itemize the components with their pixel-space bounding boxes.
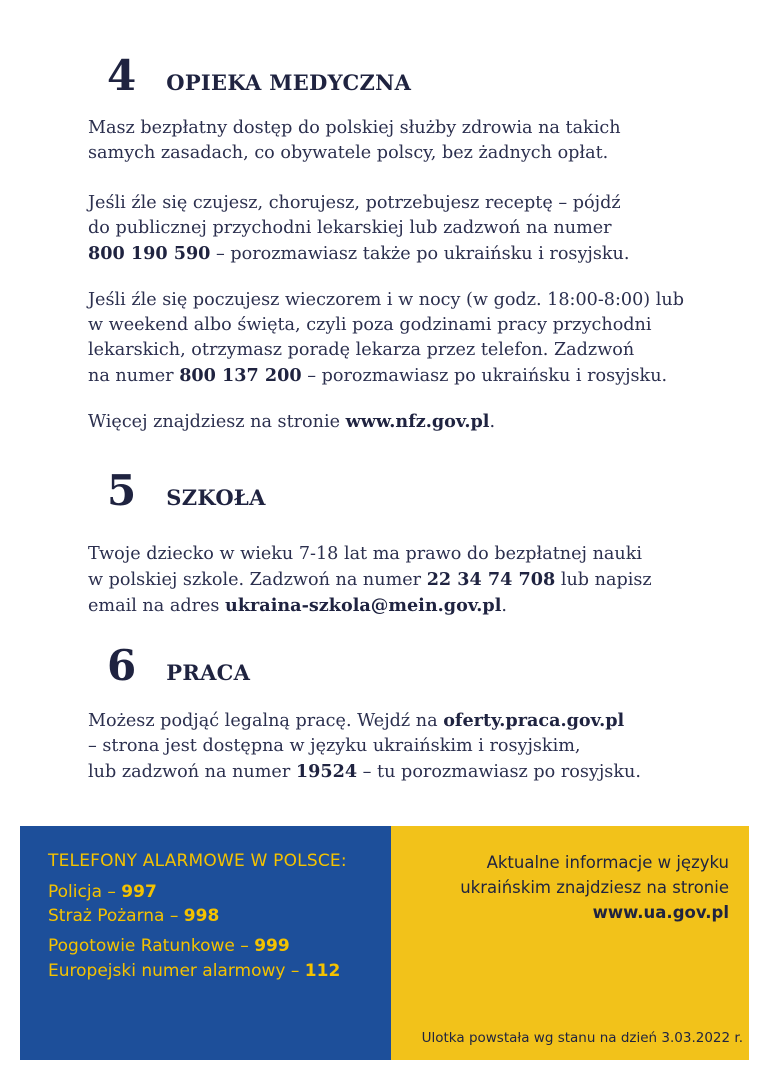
section-title: PRACA: [166, 660, 251, 685]
text-segment: lub napisz: [555, 570, 652, 590]
highlighted-text: www.nfz.gov.pl: [345, 411, 490, 432]
text-segment: Jeśli źle się poczujesz wieczorem i w nocy (w godz. 18:00-8:00) lub: [88, 290, 684, 310]
highlighted-text: 800 190 590: [88, 243, 211, 264]
highlighted-text: 19524: [295, 761, 358, 782]
section-heading: [107, 51, 412, 100]
info-panel: [391, 826, 749, 1060]
section-heading: [107, 641, 251, 690]
emergency-number: 997: [121, 882, 157, 902]
highlighted-text: 22 34 74 708: [426, 569, 556, 590]
info-line: Aktualne informacje w języku: [486, 853, 729, 872]
emergency-item-european: [48, 961, 340, 981]
section-number: 5: [107, 466, 137, 515]
text-segment: – strona jest dostępna w języku ukraińskim i rosyjskim,: [88, 736, 581, 756]
paragraph-line: [88, 409, 728, 435]
text-segment: w weekend albo święta, czyli poza godzinami pracy przychodni: [88, 315, 652, 335]
info-text: [460, 850, 729, 925]
text-segment: do publicznej przychodni lekarskiej lub zadzwoń na numer: [88, 218, 612, 238]
text-segment: Więcej znajdziesz na stronie: [88, 412, 346, 432]
text-segment: – porozmawiasz po ukraińsku i rosyjsku.: [301, 366, 668, 386]
section-number: 4: [107, 51, 137, 100]
emergency-item-police: [48, 882, 157, 902]
emergency-number: 112: [304, 961, 341, 981]
text-segment: email na adres: [88, 596, 226, 616]
paragraph-line: [88, 338, 728, 363]
paragraph-line: [88, 542, 728, 567]
text-segment: lub zadzwoń na numer: [88, 762, 296, 782]
text-segment: – porozmawiasz także po ukraińsku i rosyjsku.: [210, 244, 630, 264]
text-segment: – tu porozmawiasz po rosyjsku.: [357, 762, 641, 782]
section-title: SZKOŁA: [166, 485, 266, 510]
highlighted-text: oferty.praca.gov.pl: [443, 710, 625, 731]
paragraph: [88, 288, 728, 389]
paragraph-line: [88, 734, 728, 759]
text-segment: Możesz podjąć legalną pracę. Wejdź na: [88, 711, 444, 731]
emergency-number: 998: [183, 906, 220, 926]
text-segment: .: [489, 412, 496, 432]
section-heading: [107, 466, 266, 515]
paragraph-line: [88, 241, 728, 267]
emergency-item-fire: [48, 906, 219, 926]
section-title: OPIEKA MEDYCZNA: [166, 70, 412, 95]
emergency-label: Pogotowie Ratunkowe –: [48, 936, 255, 956]
text-segment: na numer: [88, 366, 180, 386]
paragraph: [88, 191, 728, 267]
paragraph: [88, 542, 728, 619]
text-segment: w polskiej szkole. Zadzwoń na numer: [88, 570, 427, 590]
paragraph-line: [88, 567, 728, 593]
highlighted-text: 800 137 200: [179, 365, 302, 386]
paragraph-line: [88, 759, 728, 785]
text-segment: samych zasadach, co obywatele polscy, bez żadnych opłat.: [88, 143, 609, 163]
paragraph-line: [88, 141, 728, 166]
text-segment: .: [501, 596, 507, 616]
paragraph-line: [88, 191, 728, 216]
paragraph: [88, 116, 728, 166]
footer-banner: [20, 826, 749, 1060]
paragraph-line: [88, 593, 728, 619]
text-segment: Jeśli źle się czujesz, chorujesz, potrzebujesz receptę – pójdź: [88, 193, 621, 213]
leaflet-date-note: Ulotka powstała wg stanu na dzień 3.03.2022 r.: [421, 1030, 743, 1046]
text-segment: Masz bezpłatny dostęp do polskiej służby zdrowia na takich: [88, 118, 621, 138]
emergency-number: 999: [254, 936, 290, 956]
info-url[interactable]: www.ua.gov.pl: [592, 903, 729, 922]
paragraph-line: [88, 313, 728, 338]
section-number: 6: [107, 641, 137, 690]
emergency-label: Europejski numer alarmowy –: [48, 961, 305, 981]
emergency-label: Policja –: [48, 882, 122, 902]
emergency-item-ambulance: [48, 936, 290, 956]
paragraph: [88, 409, 728, 435]
emergency-numbers-panel: [20, 826, 391, 1060]
paragraph-line: [88, 363, 728, 389]
paragraph-line: [88, 708, 728, 734]
text-segment: lekarskich, otrzymasz poradę lekarza przez telefon. Zadzwoń: [88, 340, 635, 360]
paragraph: [88, 708, 728, 785]
emergency-label: Straż Pożarna –: [48, 906, 184, 926]
paragraph-line: [88, 116, 728, 141]
paragraph-line: [88, 216, 728, 241]
paragraph-line: [88, 288, 728, 313]
emergency-title: TELEFONY ALARMOWE W POLSCE:: [48, 851, 347, 871]
text-segment: Twoje dziecko w wieku 7-18 lat ma prawo do bezpłatnej nauki: [88, 544, 643, 564]
info-line: ukraińskim znajdziesz na stronie: [460, 878, 729, 897]
highlighted-text: ukraina-szkola@mein.gov.pl: [225, 595, 502, 616]
